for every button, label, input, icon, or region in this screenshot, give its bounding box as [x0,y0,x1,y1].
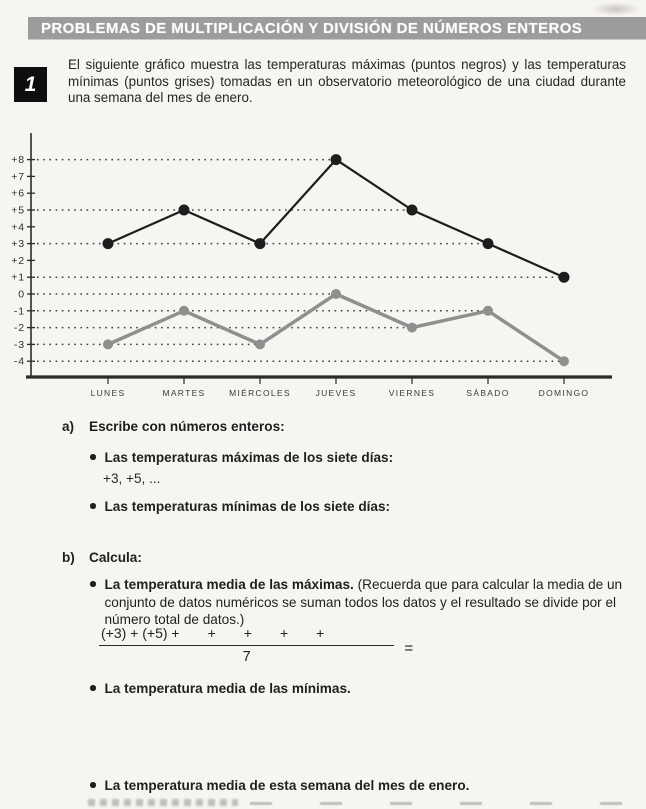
section-b-label: b) [62,550,75,565]
bullet-icon [90,685,96,691]
footer-smudge [88,799,238,806]
bullet-icon [90,503,96,509]
blank-plus-sign: + [279,625,289,641]
section-a-heading [62,419,285,434]
min-series-point [103,339,113,349]
mean-formula [99,625,413,665]
max-series-point [559,272,570,283]
mean-min-prompt: La temperatura media de las mínimas. [104,681,351,696]
y-tick-label: -4 [13,355,25,368]
max-series-point [407,205,418,216]
day-label: SÁBADO [466,388,510,398]
max-series-line [108,160,564,278]
y-tick-label: +3 [11,238,25,251]
y-tick-label: +2 [11,254,25,267]
max-series-point [103,238,114,249]
max-series-point [483,238,494,249]
min-series-point [331,289,341,299]
day-label: LUNES [90,388,126,398]
y-tick-label: +5 [11,204,25,217]
max-series-point [331,154,342,165]
equals-sign: = [404,639,414,657]
y-tick-label: +8 [11,154,25,167]
max-temps-prompt: Las temperaturas máximas de los siete días: [104,450,394,465]
y-tick-label: 0 [18,288,25,301]
bullet-icon [90,581,96,587]
temperature-chart-svg [0,128,646,418]
min-series-point [407,323,417,333]
max-series-point [255,238,266,249]
fraction-numerator [99,625,394,646]
blank-plus-sign: + [207,625,216,641]
mean-max-bold: La temperatura media de las máximas. [104,577,354,592]
scan-smudge [592,2,640,16]
day-label: MARTES [162,388,206,398]
y-tick-label: -1 [13,305,25,318]
y-tick-label: +6 [11,187,25,200]
list-item [90,777,469,795]
header-banner [28,17,646,39]
day-label: VIERNES [388,388,436,398]
day-label: JUEVES [315,388,357,398]
day-label: MIÉRCOLES [229,388,291,398]
mean-max-note: (Recuerda que para calcular la media de un conjunto de datos numéricos se suman todos los datos y el resultado se divide por el número total de datos.) [104,577,623,627]
list-item [90,680,351,698]
exercise-number-box [14,67,47,102]
y-tick-label: -2 [13,322,25,335]
y-tick-label: +4 [11,221,25,234]
y-tick-label: -3 [13,338,25,351]
bullet-icon [90,454,96,460]
page-title: PROBLEMAS DE MULTIPLICACIÓN Y DIVISIÓN DE NÚMEROS ENTEROS [41,19,583,37]
exercise-number: 1 [24,72,37,96]
fraction [99,625,394,665]
min-series-point [559,356,569,366]
numerator-prefix: (+3) + (+5) + [101,625,180,641]
fraction-denominator: 7 [242,649,251,665]
blank-plus-sign: + [243,625,252,641]
mean-week-prompt: La temperatura media de esta semana del mes de enero. [104,778,470,793]
section-b-heading [62,550,142,565]
footer-dashes [250,802,640,805]
intro-paragraph: El siguiente gráfico muestra las temperaturas máximas (puntos negros) y las temperaturas mínimas (puntos grises) tomadas en un observatorio meteorológico de una ciudad durante una semana del mes de enero. [68,57,626,106]
list-item [90,498,390,516]
section-a-title: Escribe con números enteros: [89,419,285,434]
day-label: DOMINGO [538,388,590,398]
list-item [90,449,393,467]
section-a-label: a) [62,419,75,434]
temperature-chart [0,128,646,418]
min-temps-prompt: Las temperaturas mínimas de los siete días: [104,499,391,514]
list-item [90,576,624,629]
section-b-title: Calcula: [89,550,142,565]
y-tick-label: +1 [11,271,25,284]
max-series-point [179,205,190,216]
blank-plus-sign: + [316,625,325,641]
mean-max-prompt [105,576,625,629]
min-series-point [483,306,493,316]
bullet-icon [90,782,96,788]
min-series-point [255,339,265,349]
max-temps-answer: +3, +5, ... [103,471,161,486]
y-tick-label: +7 [11,170,25,183]
min-series-point [179,306,189,316]
